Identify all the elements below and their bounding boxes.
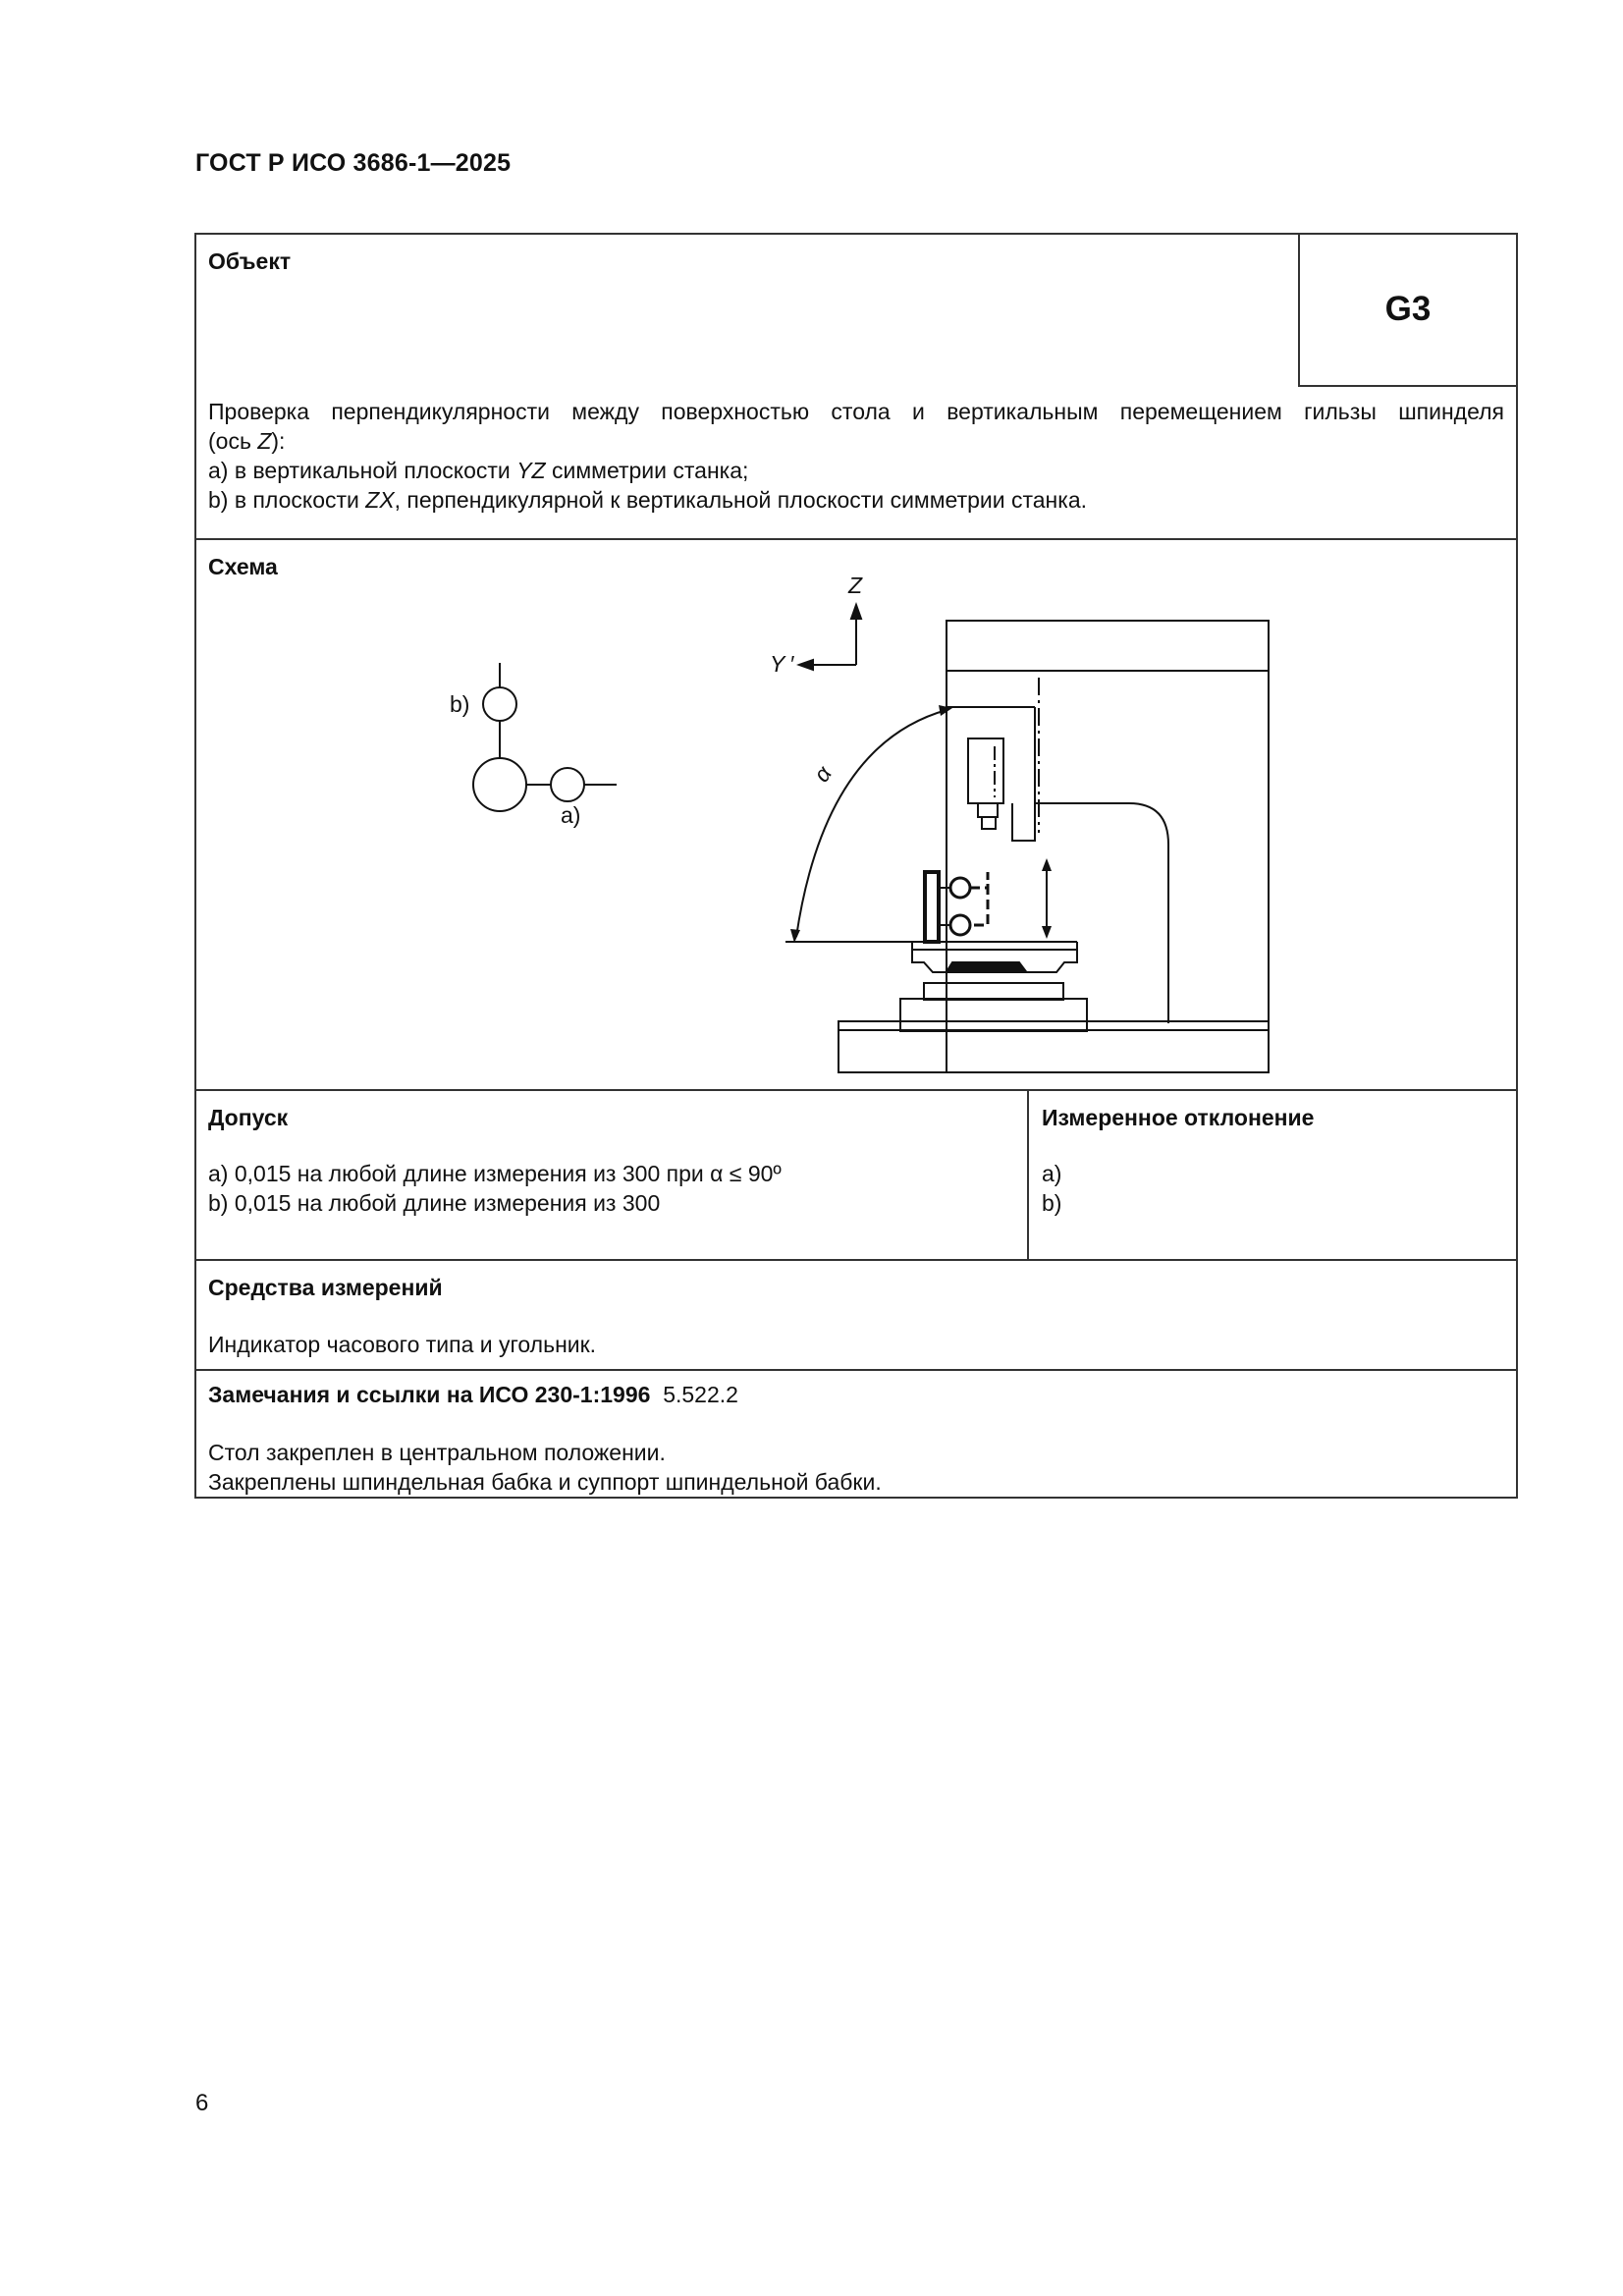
spindle-head <box>947 671 1035 707</box>
table-slot <box>947 962 1025 970</box>
tolerance-values <box>208 1159 782 1218</box>
spindle-nose <box>982 817 996 829</box>
page-number: 6 <box>195 2090 209 2116</box>
schema-label: Схема <box>208 554 278 579</box>
remarks-text <box>208 1438 882 1497</box>
test-code-box <box>1298 235 1516 387</box>
tolerance-item-b: b) 0,015 на любой длине измерения из 300 <box>208 1190 661 1216</box>
axis-name: YZ <box>516 458 546 483</box>
object-description <box>208 397 1504 515</box>
machine-column <box>947 621 1269 1072</box>
alpha-arrow-lower <box>790 929 800 943</box>
travel-arrow-up <box>1042 858 1052 871</box>
indicator-a-circle <box>551 768 584 801</box>
text-fragment: (ось <box>208 428 258 454</box>
test-code: G3 <box>1384 290 1432 328</box>
tolerance-item-a: a) 0,015 на любой длине измерения из 300 при α ≤ 90º <box>208 1161 782 1186</box>
marker-b-label: b) <box>450 691 470 717</box>
text-fragment: , перпендикулярной к вертикальной плоскости симметрии станка. <box>394 487 1088 513</box>
object-label: Объект <box>208 248 292 274</box>
axes <box>799 605 861 670</box>
travel-arrow-down <box>1042 926 1052 939</box>
measured-label: Измеренное отклонение <box>1042 1105 1315 1130</box>
machine-diagram <box>196 540 1516 1089</box>
measured-item-a: a) <box>1042 1161 1062 1186</box>
text-fragment: b) в плоскости <box>208 487 366 513</box>
square-tool <box>925 872 939 942</box>
test-sheet-table <box>194 233 1518 1499</box>
remarks-line: Закреплены шпиндельная бабка и суппорт шпиндельной бабки. <box>208 1469 882 1495</box>
marker-a-label: a) <box>561 802 581 828</box>
quill-tip <box>978 803 998 817</box>
object-item-a <box>208 456 1504 485</box>
text-fragment: ): <box>271 428 286 454</box>
text-fragment: симметрии станка; <box>545 458 749 483</box>
indicator-link <box>970 888 988 925</box>
object-description-line: Проверка перпендикулярности между поверхностью стола и вертикальным перемещением гильзы шпинделя <box>208 399 1504 424</box>
indicator-upper <box>950 878 970 898</box>
alpha-label: α <box>808 761 837 787</box>
y-axis-arrow <box>799 660 813 670</box>
remarks-section <box>196 1371 1516 1499</box>
document-header: ГОСТ Р ИСО 3686-1—2025 <box>195 149 512 177</box>
z-axis-arrow <box>851 605 861 619</box>
indicator-lower <box>950 915 970 935</box>
remarks-heading <box>208 1382 738 1408</box>
machine-arm <box>1035 803 1168 1023</box>
spindle-circle <box>473 758 526 811</box>
remarks-reference: 5.522.2 <box>663 1382 738 1407</box>
saddle <box>900 999 1087 1031</box>
spindle-sleeve <box>1012 803 1035 841</box>
object-description-line <box>208 426 1504 456</box>
instruments-section <box>196 1261 1516 1371</box>
instruments-text: Индикатор часового типа и угольник. <box>208 1332 597 1357</box>
tolerance-label: Допуск <box>208 1105 289 1130</box>
schema-section <box>196 540 1516 1091</box>
object-section <box>196 235 1516 540</box>
instruments-label: Средства измерений <box>208 1275 443 1300</box>
text-fragment: a) в вертикальной плоскости <box>208 458 517 483</box>
indicator-b-circle <box>483 687 516 721</box>
z-axis-label: Z <box>848 573 863 598</box>
object-item-b <box>208 485 1504 515</box>
remarks-label: Замечания и ссылки на ИСО 230-1:1996 <box>208 1382 651 1407</box>
machine-base <box>839 1021 1269 1072</box>
saddle-slide <box>924 983 1063 1000</box>
y-axis-label: Y ′ <box>770 651 794 677</box>
column-divider <box>1027 1091 1029 1259</box>
machine-outline <box>785 621 1269 1072</box>
axis-name: ZX <box>365 487 395 513</box>
axis-name: Z <box>257 428 272 454</box>
remarks-line: Стол закреплен в центральном положении. <box>208 1440 666 1465</box>
quill <box>968 738 1003 803</box>
measured-values <box>1042 1159 1061 1218</box>
tolerance-section <box>196 1091 1516 1261</box>
indicator-positions-symbol <box>473 663 617 811</box>
measured-item-b: b) <box>1042 1190 1062 1216</box>
spindle-head <box>1035 707 1096 803</box>
